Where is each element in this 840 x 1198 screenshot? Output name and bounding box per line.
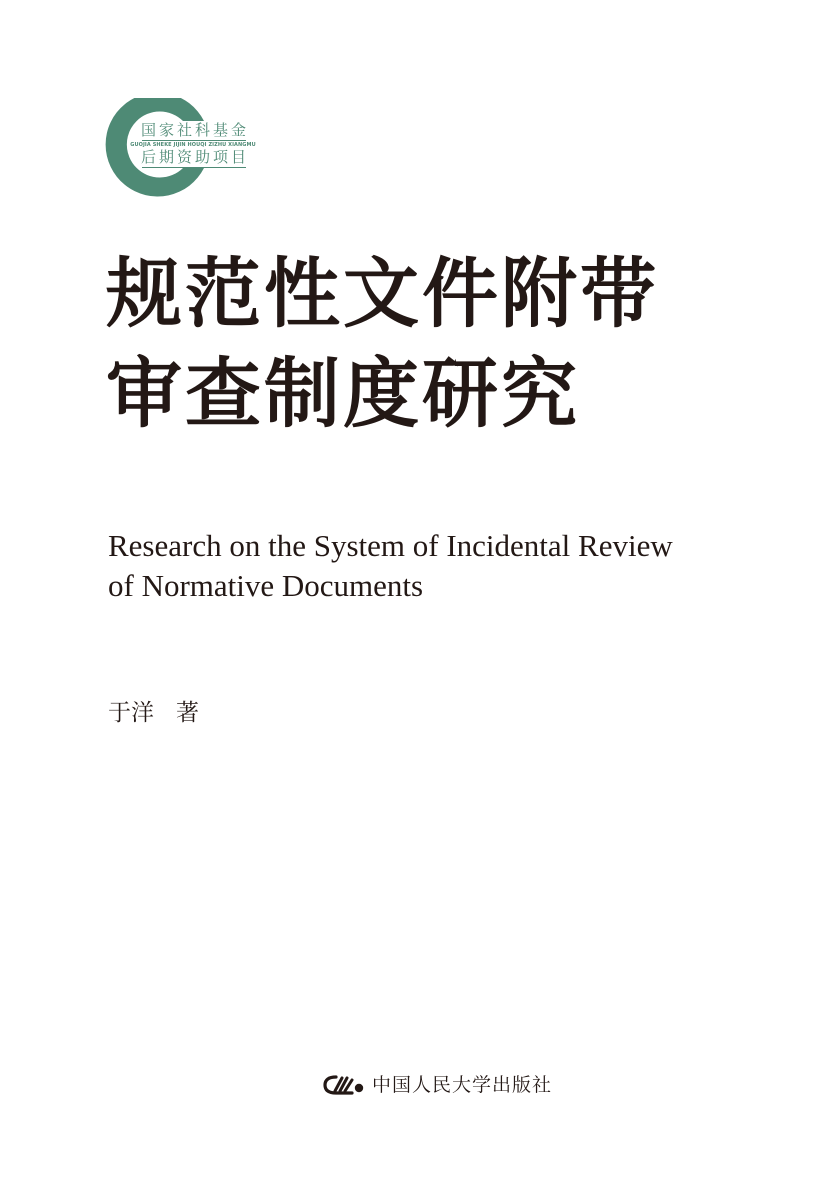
author-role: 著 bbox=[176, 700, 199, 726]
publisher bbox=[322, 1073, 552, 1097]
badge-pinyin: GUOJIA SHEKE JIJIN HOUQI ZIZHU XIANGMU bbox=[130, 142, 256, 148]
author-name: 于洋 bbox=[108, 700, 154, 726]
title-cn-line: 审查制度研究 bbox=[106, 349, 580, 438]
funding-badge bbox=[104, 98, 264, 204]
publisher-logo-icon bbox=[322, 1074, 366, 1096]
badge-title-line2: 后期资助项目 bbox=[140, 148, 249, 166]
title-cn-line: 规范性文件附带 bbox=[106, 249, 659, 338]
book-title-chinese bbox=[106, 244, 786, 444]
author-credit bbox=[108, 698, 199, 728]
book-title-english bbox=[108, 526, 788, 606]
badge-title-line1: 国家社科基金 bbox=[140, 121, 249, 139]
publisher-name: 中国人民大学出版社 bbox=[372, 1074, 553, 1096]
title-en-line: Research on the System of Incidental Review bbox=[108, 528, 673, 563]
badge-divider bbox=[142, 167, 246, 168]
title-en-line: of Normative Documents bbox=[108, 568, 424, 603]
